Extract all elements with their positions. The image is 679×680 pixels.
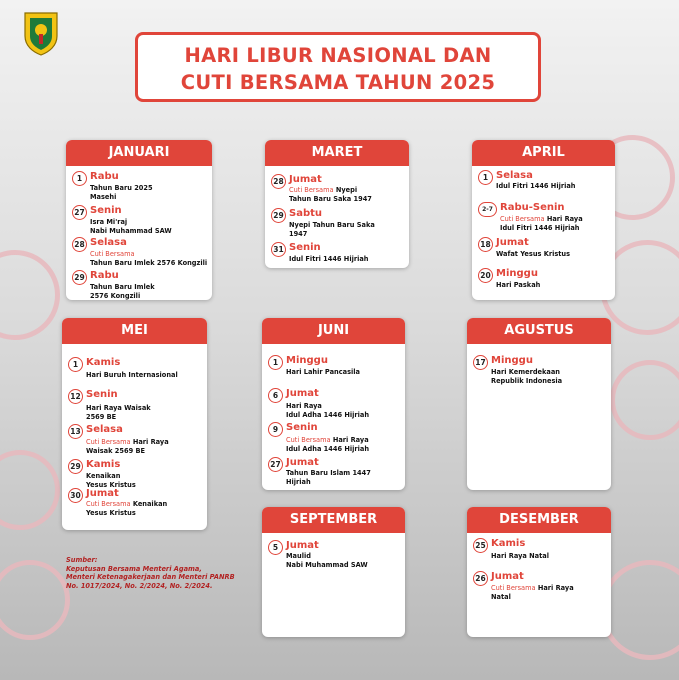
cuti-bersama-label: Cuti Bersama [286, 436, 331, 444]
month-card-september [262, 507, 405, 637]
weekday: Senin [86, 389, 118, 400]
holiday-text: Tahun Baru Imlek 2576 Kongzili [90, 258, 208, 267]
holiday-entry [68, 357, 203, 381]
date-badge: 26 [473, 571, 488, 586]
holiday-description [86, 500, 167, 517]
date-badge: 31 [271, 242, 286, 257]
holiday-text: Nyepi [333, 186, 358, 194]
holiday-entry [72, 205, 208, 235]
date-badge: 6 [268, 388, 283, 403]
holiday-description: Tahun Baru Islam 1447 Hijriah [286, 469, 371, 486]
holiday-description: Hari Raya Waisak 2569 BE [86, 404, 151, 421]
month-header: AGUSTUS [467, 318, 611, 344]
month-header: JUNI [262, 318, 405, 344]
title-line-2: CUTI BERSAMA TAHUN 2025 [180, 71, 496, 94]
weekday: Selasa [86, 424, 123, 435]
holiday-description: Hari Paskah [496, 281, 541, 289]
date-badge: 2-7 [478, 202, 497, 217]
holiday-description: Isra Mi'raj Nabi Muhammad SAW [90, 218, 172, 235]
decorative-circle [0, 450, 60, 530]
decorative-circle [600, 560, 679, 660]
cuti-bersama-label: Cuti Bersama [90, 250, 135, 258]
date-badge: 27 [72, 205, 87, 220]
holiday-text: Idul Adha 1446 Hijriah [286, 444, 370, 453]
holiday-entry [478, 202, 611, 232]
holiday-text: Yesus Kristus [86, 508, 136, 517]
holiday-description: Hari Kemerdekaan Republik Indonesia [491, 368, 563, 385]
holiday-entry [473, 571, 607, 605]
weekday: Minggu [491, 355, 533, 366]
weekday: Rabu [90, 270, 119, 281]
month-card-april [472, 140, 615, 300]
holiday-text: Hari Raya [544, 215, 583, 223]
emblem-logo [22, 10, 60, 56]
weekday: Jumat [491, 571, 524, 582]
holiday-description: Idul Fitri 1446 Hijriah [289, 255, 369, 263]
holiday-description: Hari Lahir Pancasila [286, 368, 360, 376]
holiday-text: Tahun Baru Saka 1947 [289, 194, 372, 203]
month-header: MEI [62, 318, 207, 344]
holiday-description: Wafat Yesus Kristus [496, 250, 571, 258]
weekday: Jumat [286, 540, 319, 551]
holiday-entry [68, 424, 203, 456]
cuti-bersama-label: Cuti Bersama [289, 186, 334, 194]
date-badge: 9 [268, 422, 283, 437]
date-badge: 5 [268, 540, 283, 555]
month-card-desember [467, 507, 611, 637]
date-badge: 13 [68, 424, 83, 439]
holiday-entry [268, 388, 401, 420]
cuti-bersama-label: Cuti Bersama [491, 584, 536, 592]
weekday: Selasa [496, 170, 533, 181]
holiday-entry [473, 538, 607, 566]
weekday: Jumat [286, 457, 319, 468]
month-header: APRIL [472, 140, 615, 166]
holiday-description: Hari Raya Natal [491, 552, 549, 560]
date-badge: 29 [68, 459, 83, 474]
holiday-text: Hari Raya [130, 438, 169, 446]
date-badge: 18 [478, 237, 493, 252]
cuti-bersama-label: Cuti Bersama [500, 215, 545, 223]
holiday-description: Nyepi Tahun Baru Saka 1947 [289, 221, 375, 238]
holiday-entry [72, 171, 208, 201]
holiday-description [500, 215, 583, 232]
holiday-description [289, 186, 372, 203]
weekday: Minggu [286, 355, 328, 366]
holiday-description [86, 438, 169, 455]
holiday-description: Tahun Baru Imlek 2576 Kongzili [90, 283, 155, 300]
month-header: SEPTEMBER [262, 507, 405, 533]
holiday-entry [478, 237, 611, 261]
holiday-description: Hari Buruh Internasional [86, 371, 178, 379]
date-badge: 27 [268, 457, 283, 472]
decorative-circle [610, 360, 679, 440]
date-badge: 1 [268, 355, 283, 370]
holiday-entry [72, 237, 208, 267]
holiday-description: Maulid Nabi Muhammad SAW [286, 552, 368, 569]
source-text: Keputusan Bersama Menteri Agama, Menteri Ketenagakerjaan dan Menteri PANRB No. 1017/2024, No. 2/2024, No. 2/2024. [66, 564, 235, 590]
weekday: Kamis [86, 357, 121, 368]
holiday-text: Hari Raya [535, 584, 574, 592]
date-badge: 1 [478, 170, 493, 185]
decorative-circle [0, 560, 70, 640]
month-card-maret [265, 140, 409, 268]
weekday: Rabu [90, 171, 119, 182]
cuti-bersama-label: Cuti Bersama [86, 438, 131, 446]
decorative-circle [0, 250, 60, 340]
source-note [66, 556, 241, 590]
weekday: Sabtu [289, 208, 323, 219]
month-card-januari [66, 140, 212, 300]
date-badge: 1 [72, 171, 87, 186]
holiday-description: Kenaikan Yesus Kristus [86, 472, 136, 489]
holiday-entry [271, 174, 405, 204]
date-badge: 28 [72, 237, 87, 252]
holiday-text: Natal [491, 592, 511, 601]
weekday: Senin [286, 422, 318, 433]
holiday-entry [268, 540, 401, 572]
month-card-agustus [467, 318, 611, 490]
weekday: Jumat [496, 237, 529, 248]
holiday-entry [271, 208, 405, 238]
holiday-entry [68, 488, 203, 522]
title-line-1: HARI LIBUR NASIONAL DAN [184, 44, 492, 67]
weekday: Senin [90, 205, 122, 216]
month-card-mei [62, 318, 207, 530]
month-header: MARET [265, 140, 409, 166]
holiday-entry [478, 268, 611, 292]
holiday-description [491, 584, 574, 601]
holiday-description: Idul Fitri 1446 Hijriah [496, 182, 576, 190]
date-badge: 25 [473, 538, 488, 553]
holiday-description: Tahun Baru 2025 Masehi [90, 184, 153, 201]
weekday: Selasa [90, 237, 127, 248]
holiday-text: Waisak 2569 BE [86, 446, 145, 455]
date-badge: 30 [68, 488, 83, 503]
holiday-entry [68, 459, 203, 491]
weekday: Kamis [491, 538, 526, 549]
weekday: Jumat [286, 388, 319, 399]
date-badge: 29 [271, 208, 286, 223]
holiday-entry [68, 389, 203, 421]
weekday: Kamis [86, 459, 121, 470]
date-badge: 1 [68, 357, 83, 372]
holiday-description [90, 250, 207, 267]
holiday-entry [268, 422, 401, 454]
holiday-description [286, 436, 369, 453]
holiday-entry [473, 355, 607, 387]
cuti-bersama-label: Cuti Bersama [86, 500, 131, 508]
holiday-entry [271, 242, 405, 266]
holiday-entry [478, 170, 611, 200]
holiday-entry [72, 270, 208, 300]
holiday-description: Hari Raya Idul Adha 1446 Hijriah [286, 402, 370, 419]
month-header: JANUARI [66, 140, 212, 166]
source-label: Sumber: [66, 556, 98, 564]
date-badge: 17 [473, 355, 488, 370]
holiday-entry [268, 355, 401, 379]
holiday-text: Hari Raya [330, 436, 369, 444]
month-card-juni [262, 318, 405, 490]
date-badge: 29 [72, 270, 87, 285]
holiday-text: Idul Fitri 1446 Hijriah [500, 223, 580, 232]
weekday: Jumat [86, 488, 119, 499]
weekday: Senin [289, 242, 321, 253]
date-badge: 20 [478, 268, 493, 283]
weekday: Rabu-Senin [500, 202, 565, 213]
date-badge: 28 [271, 174, 286, 189]
weekday: Jumat [289, 174, 322, 185]
holiday-entry [268, 457, 401, 489]
date-badge: 12 [68, 389, 83, 404]
weekday: Minggu [496, 268, 538, 279]
month-header: DESEMBER [467, 507, 611, 533]
title-banner [135, 32, 541, 102]
holiday-text: Kenaikan [130, 500, 168, 508]
